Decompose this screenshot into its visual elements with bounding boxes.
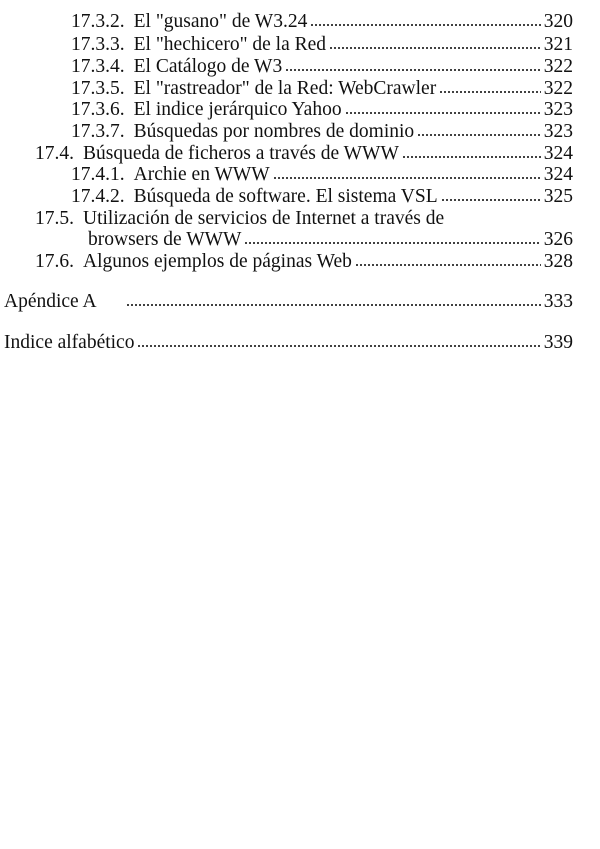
toc-entry-title: Búsquedas por nombres de dominio xyxy=(133,121,415,142)
toc-entry-17-4-2 xyxy=(71,186,573,208)
toc-entry-number: 17.3.7. xyxy=(71,121,125,142)
toc-entry-title: browsers de WWW xyxy=(88,229,242,250)
dot-leader xyxy=(355,263,541,267)
toc-entry-title: Utilización de servicios de Internet a través de xyxy=(83,208,445,229)
toc-entry-title: Algunos ejemplos de páginas Web xyxy=(83,251,352,272)
toc-entry-title: El "hechicero" de la Red xyxy=(133,34,327,55)
toc-entry-title: El indice jerárquico Yahoo xyxy=(133,99,342,120)
dot-leader xyxy=(439,90,541,94)
toc-entry-title: El "rastreador" de la Red: WebCrawler xyxy=(133,78,437,99)
toc-entry-page: 326 xyxy=(543,229,573,250)
toc-entry-page: 328 xyxy=(543,251,573,272)
toc-entry-17-4-1 xyxy=(71,164,573,186)
toc-entry-title: Archie en WWW xyxy=(133,164,270,185)
toc-entry-title: Apéndice A xyxy=(4,291,97,312)
toc-entry-number: 17.3.6. xyxy=(71,99,125,120)
dot-leader xyxy=(285,68,541,72)
toc-entry-page: 323 xyxy=(543,121,573,142)
toc-entry-17-4 xyxy=(35,143,573,165)
toc-entry-17-3-5 xyxy=(71,78,573,100)
dot-leader xyxy=(273,176,541,180)
toc-entry-number: 17.4. xyxy=(35,143,74,164)
dot-leader xyxy=(137,344,540,348)
toc-entry-number: 17.3.3. xyxy=(71,34,125,55)
toc-entry-page: 322 xyxy=(543,56,573,77)
dot-leader xyxy=(126,303,541,307)
toc-entry-number: 17.5. xyxy=(35,208,74,229)
dot-leader xyxy=(345,111,541,115)
dot-leader xyxy=(402,155,541,159)
dot-leader xyxy=(441,198,541,202)
toc-entry-indice-alfabetico xyxy=(4,332,573,354)
toc-entry-title: Indice alfabético xyxy=(4,332,135,353)
toc-entry-title: El Catálogo de W3 xyxy=(133,56,283,77)
toc-entry-page: 324 xyxy=(543,164,573,185)
toc-entry-17-3-7 xyxy=(71,121,573,143)
toc-entry-17-3-2 xyxy=(71,11,573,33)
toc-entry-title: Búsqueda de ficheros a través de WWW xyxy=(83,143,399,164)
toc-entry-page: 323 xyxy=(543,99,573,120)
toc-entry-page: 320 xyxy=(543,11,573,32)
toc-entry-number: 17.6. xyxy=(35,251,74,272)
toc-entry-title: Búsqueda de software. El sistema VSL xyxy=(133,186,438,207)
toc-entry-number: 17.3.5. xyxy=(71,78,125,99)
toc-entry-page: 325 xyxy=(543,186,573,207)
toc-entry-number: 17.3.4. xyxy=(71,56,125,77)
toc-entry-title: El "gusano" de W3.24 xyxy=(133,11,308,32)
toc-entry-17-3-6 xyxy=(71,99,573,121)
toc-entry-17-6 xyxy=(35,251,573,273)
toc-entry-page: 321 xyxy=(543,34,573,55)
toc-entry-page: 322 xyxy=(543,78,573,99)
dot-leader xyxy=(244,241,540,245)
dot-leader xyxy=(417,133,541,137)
toc-entry-17-5 xyxy=(35,208,444,230)
dot-leader xyxy=(310,23,540,27)
toc-entry-page: 324 xyxy=(543,143,573,164)
toc-entry-page: 339 xyxy=(543,332,573,353)
toc-entry-number: 17.4.2. xyxy=(71,186,125,207)
toc-entry-number: 17.4.1. xyxy=(71,164,125,185)
toc-entry-page: 333 xyxy=(543,291,573,312)
dot-leader xyxy=(329,46,541,50)
toc-entry-number: 17.3.2. xyxy=(71,11,125,32)
toc-entry-17-3-3 xyxy=(71,34,573,56)
toc-entry-17-5-continuation xyxy=(88,229,573,251)
toc-entry-apendice-a xyxy=(4,291,573,313)
toc-entry-17-3-4 xyxy=(71,56,573,78)
